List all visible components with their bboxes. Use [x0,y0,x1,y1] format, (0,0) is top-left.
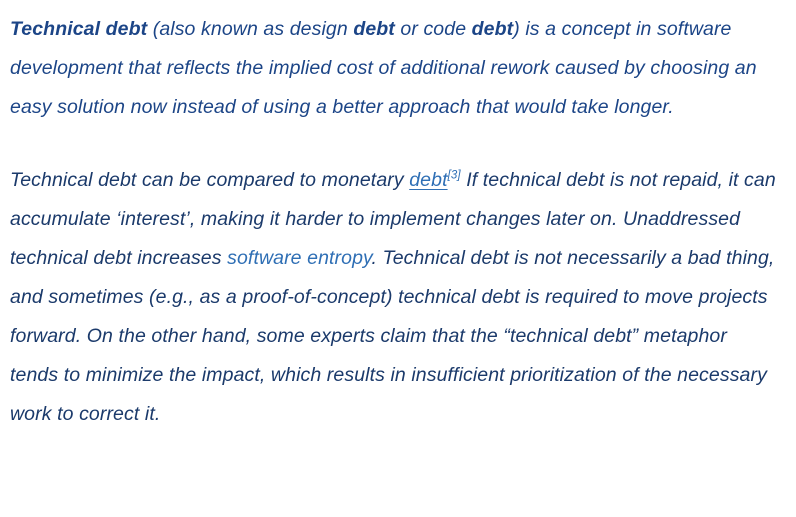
link-software-entropy[interactable]: software entropy [227,247,372,269]
link-monetary-debt[interactable]: debt [409,169,448,191]
citation-label[interactable]: [3] [447,169,461,182]
lead-text-mid: or code [394,18,472,40]
paragraph2-segment-2: If technical debt is not repaid, it can accumulate ‘interest’, making it harder to implement changes later on. Unaddressed technical debt increases [10,169,776,269]
second-paragraph [10,161,776,434]
paragraph2-segment-3: . Technical debt is not necessarily a bad thing, and sometimes (e.g., as a proof-of-concept) technical debt is required to move projects forward. On the other hand, some experts claim that the “technical debt” metaphor tends to minimize the impact, which results in insufficient prioritization of the necessary work to correct it. [10,247,775,425]
term-code-debt: debt [471,18,514,40]
term-design-debt: debt [353,18,395,40]
paragraph2-segment-1: Technical debt can be compared to monetary [10,169,410,191]
lead-paragraph [10,10,776,127]
lead-text-tail: ) is a concept in software development that reflects the implied cost of additional rework caused by choosing an easy solution now instead of using a better approach that would take longer. [10,18,757,118]
lead-text-after-term: (also known as design [147,18,354,40]
term-technical-debt: Technical debt [10,18,148,40]
citation-reference[interactable] [448,170,461,182]
